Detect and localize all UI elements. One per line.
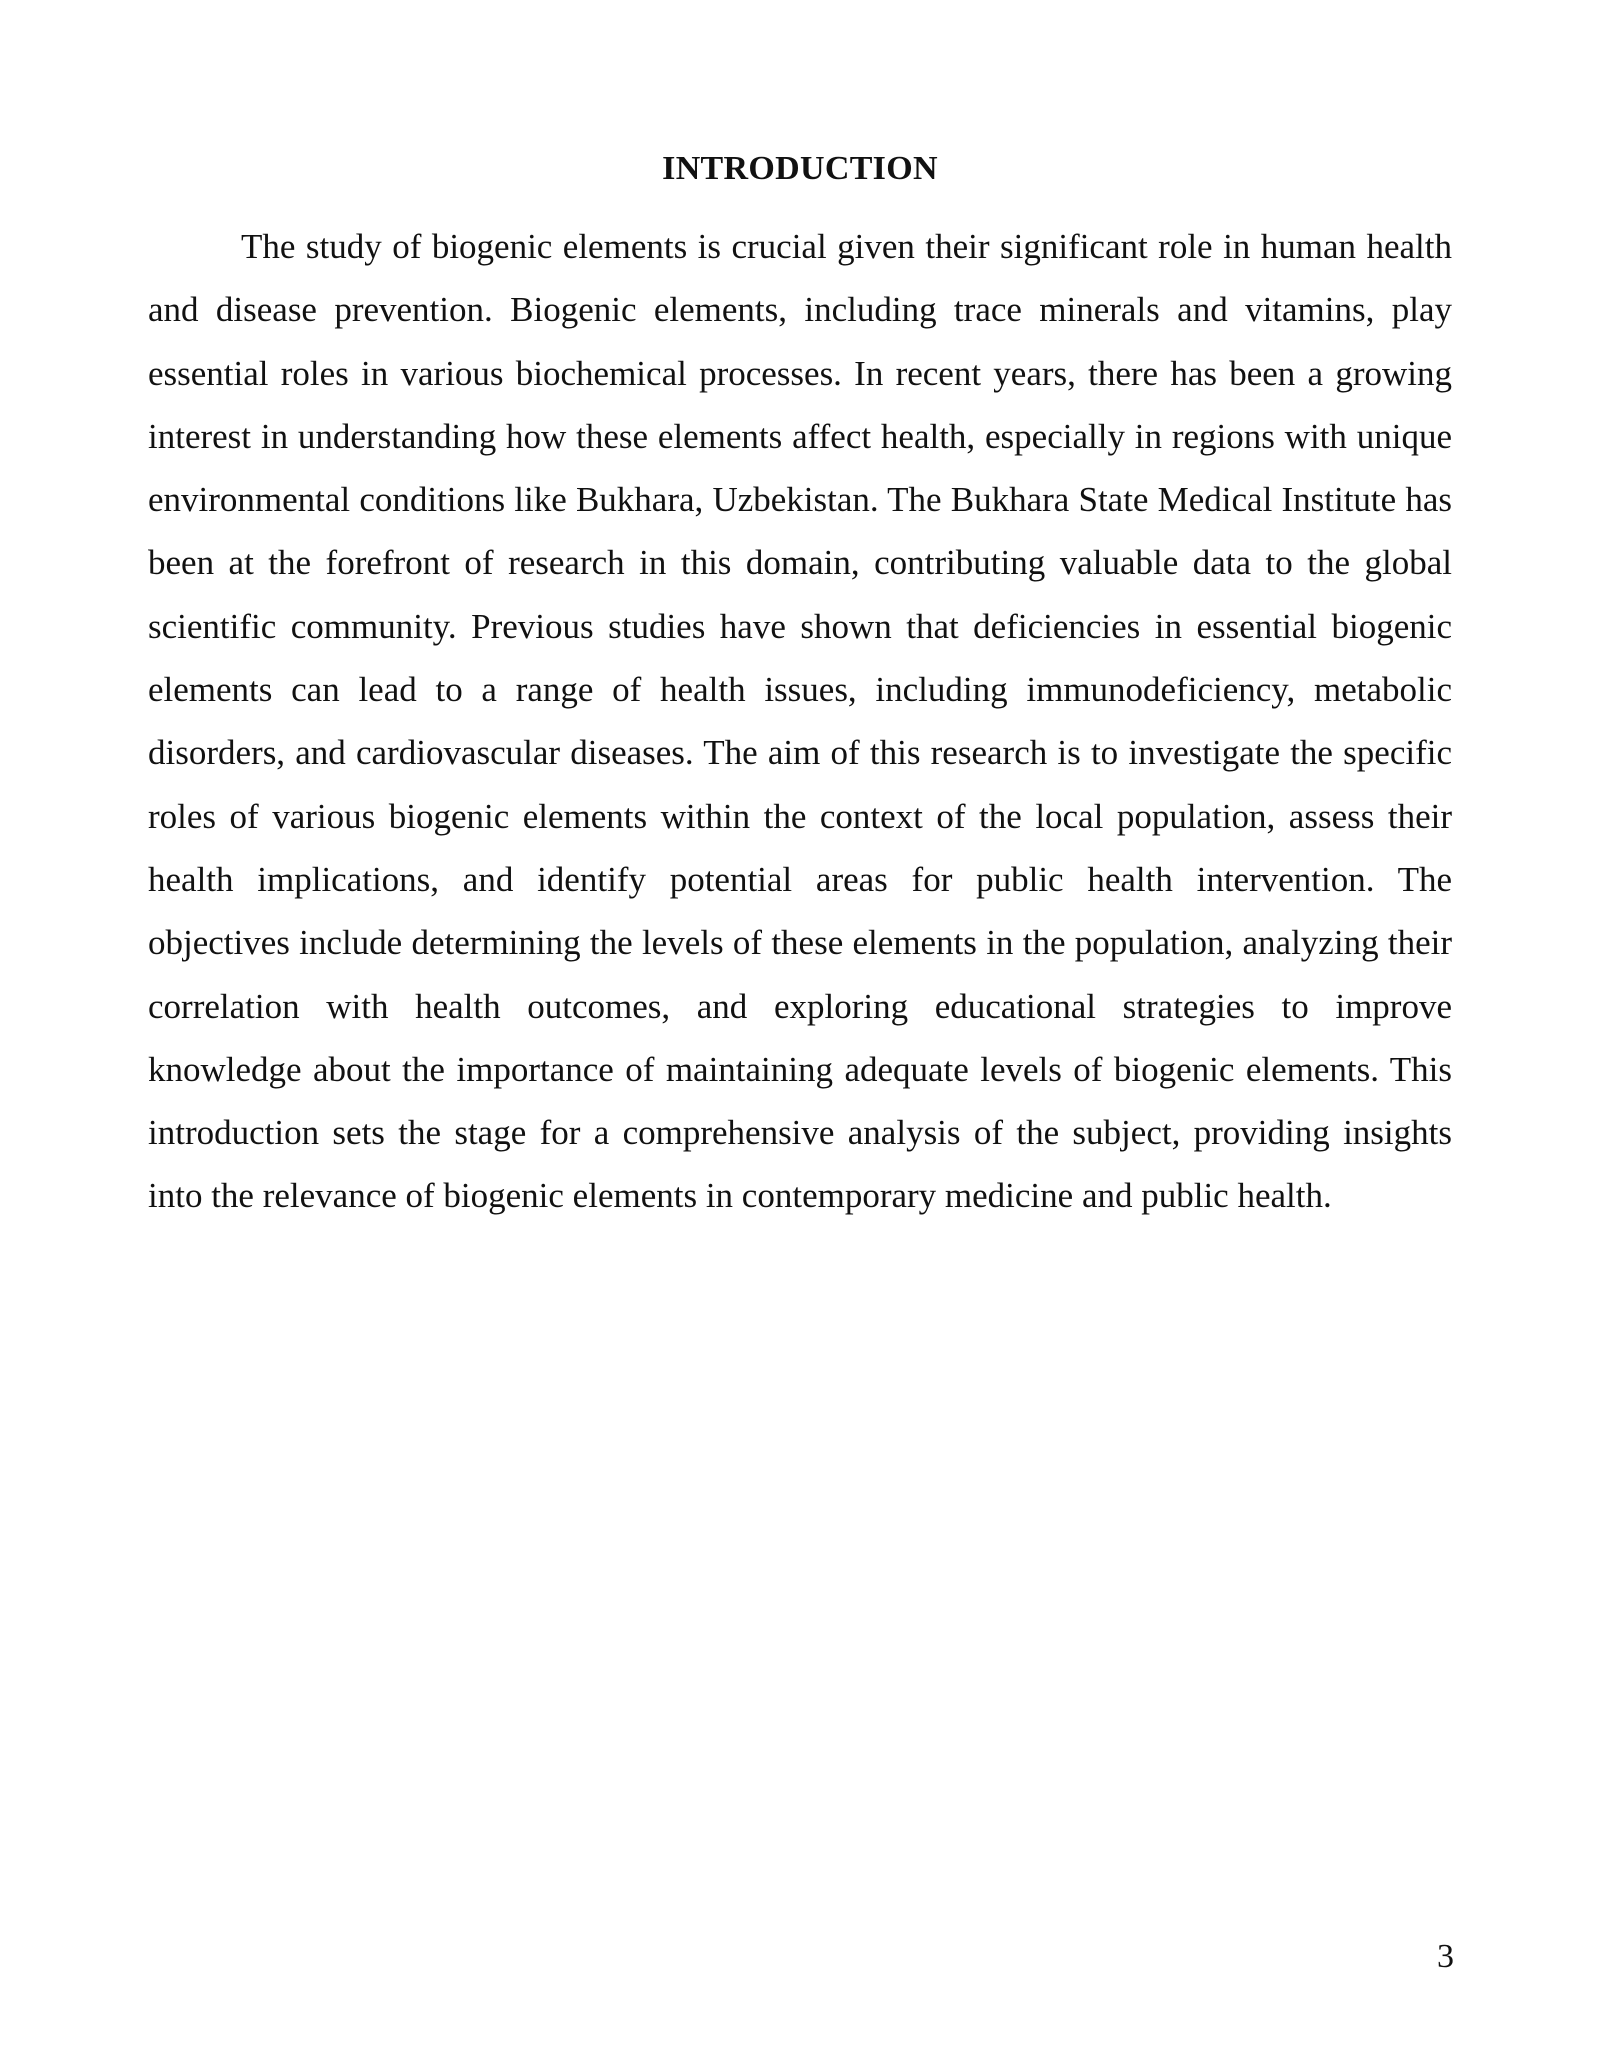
page-number: 3	[1437, 1938, 1454, 1975]
section-heading: INTRODUCTION	[662, 150, 938, 187]
introduction-paragraph: The study of biogenic elements is crucial given their significant role in human health and disease prevention. Biogenic elements, including trace minerals and vitamins, play essential roles in various biochemical processes. In recent years, there has been a growing interest in understanding how these elements affect health, especially in regions with unique environmental conditions like Bukhara, Uzbekistan. The Bukhara State Medical Institute has been at the forefront of research in this domain, contributing valuable data to the global scientific community. Previous studies have shown that deficiencies in essential biogenic elements can lead to a range of health issues, including immunodeficiency, metabolic disorders, and cardiovascular diseases. The aim of this research is to investigate the specific roles of various biogenic elements within the context of the local population, assess their health implications, and identify potential areas for public health intervention. The objectives include determining the levels of these elements in the population, analyzing their correlation with health outcomes, and exploring educational strategies to improve knowledge about the importance of maintaining adequate levels of biogenic elements. This introduction sets the stage for a comprehensive analysis of the subject, providing insights into the relevance of biogenic elements in contemporary medicine and public health.	[148, 227, 1452, 1216]
